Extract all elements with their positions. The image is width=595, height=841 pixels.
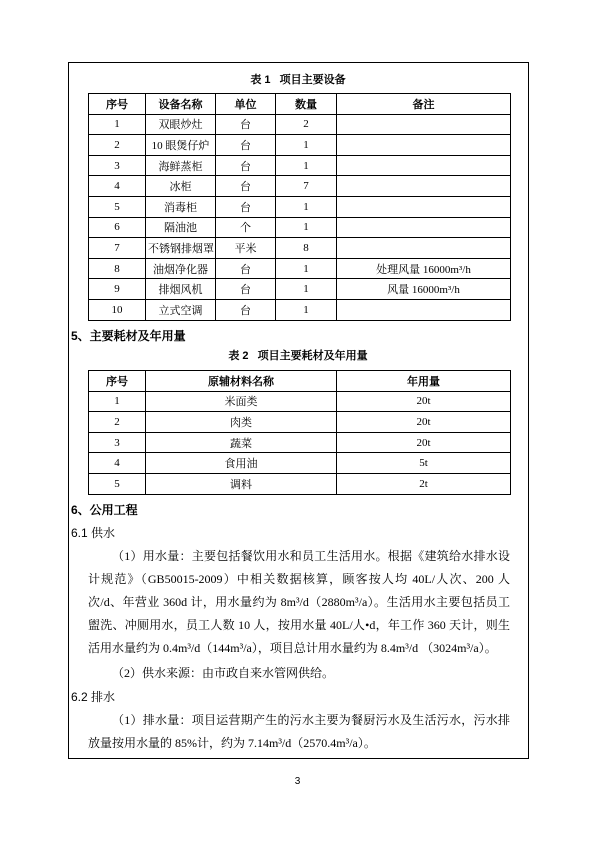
table-cell: 20t [337,412,511,433]
table-cell: 9 [89,279,146,300]
table-row [89,299,511,320]
table-cell: 个 [216,217,276,238]
table-cell: 台 [216,114,276,135]
table2-caption: 表 2 项目主要耗材及年用量 [228,350,368,362]
table-header-cell: 原辅材料名称 [146,371,337,392]
table-cell: 6 [89,217,146,238]
table-cell: 3 [89,155,146,176]
table-cell: 风量 16000m³/h [337,279,511,300]
materials-table [88,370,511,495]
table-cell: 台 [216,196,276,217]
table-cell [337,299,511,320]
drainage-paragraph: （1）排水量：项目运营期产生的污水主要为餐厨污水及生活污水，污水排放量按用水量的 85%计，约为 7.14m³/d（2570.4m³/a）。 [88,713,510,750]
table-cell: 7 [89,238,146,259]
table-header-row [89,371,511,392]
table-cell: 台 [216,135,276,156]
table-cell: 不锈钢排烟罩 [146,238,216,259]
table-row [89,176,511,197]
equipment-table [88,93,511,321]
table-cell [337,217,511,238]
table-cell: 米面类 [146,391,337,412]
water-usage-paragraph: （1）用水量：主要包括餐饮用水和员工生活用水。根据《建筑给水排水设计规范》（GB50015-2009）中相关数据核算，顾客按人均 40L/人次、200 人次/d、年营业 360d 计，用水量约为 8m³/d（2880m³/a）。生活用水主要包括员工盥洗、冲厕用水，员工人数 10 人，按用水量 40L/人•d，年工作 360 天计，则生活用水量约为 0.4m³/d（144m³/a），项目总计用水量约为 8.4m³/d （3024m³/a）。 [88,549,510,655]
table-row [89,279,511,300]
table1-caption: 表 1 项目主要设备 [250,74,346,86]
table-row [89,258,511,279]
table-cell: 双眼炒灶 [146,114,216,135]
table-row [89,238,511,259]
table-cell [337,238,511,259]
table-cell: 蔬菜 [146,432,337,453]
table-cell: 1 [276,217,337,238]
table-cell: 排烟风机 [146,279,216,300]
table-cell: 海鲜蒸柜 [146,155,216,176]
table-cell: 调料 [146,473,337,494]
table-cell: 1 [276,279,337,300]
table-cell: 1 [276,196,337,217]
table-header-cell: 序号 [89,371,146,392]
table-cell: 10 [89,299,146,320]
table-cell [337,176,511,197]
table-row [89,453,511,474]
table-header-row [89,94,511,115]
table-cell: 10 眼煲仔炉 [146,135,216,156]
table-header-cell: 年用量 [337,371,511,392]
table-header-cell: 备注 [337,94,511,115]
section-heading: 5、主要耗材及年用量 [71,329,186,343]
subsection-heading-drainage: 6.2 排水 [71,690,116,704]
table-cell: 油烟净化器 [146,258,216,279]
table-cell: 隔油池 [146,217,216,238]
table-row [89,196,511,217]
table-cell: 2 [89,135,146,156]
section-heading: 6、公用工程 [71,503,138,517]
table-row [89,473,511,494]
table-header-cell: 数量 [276,94,337,115]
table-cell: 台 [216,155,276,176]
table-cell: 5 [89,473,146,494]
table-cell: 1 [276,258,337,279]
table-cell: 2 [276,114,337,135]
table-row [89,155,511,176]
table-cell [337,155,511,176]
table-header-cell: 单位 [216,94,276,115]
subsection-heading-water-supply: 6.1 供水 [71,526,116,540]
table-header-cell: 序号 [89,94,146,115]
table-header-cell: 设备名称 [146,94,216,115]
table-cell: 1 [89,114,146,135]
table-cell: 台 [216,299,276,320]
table-cell: 2t [337,473,511,494]
table-cell: 1 [276,299,337,320]
table-cell: 台 [216,258,276,279]
table-cell: 1 [89,391,146,412]
table-row [89,114,511,135]
table-cell [337,196,511,217]
table-cell [337,114,511,135]
table-cell: 平米 [216,238,276,259]
table-cell: 立式空调 [146,299,216,320]
table-cell: 3 [89,432,146,453]
table-row [89,412,511,433]
table-cell: 冰柜 [146,176,216,197]
table-cell: 食用油 [146,453,337,474]
table-cell: 5t [337,453,511,474]
table-cell: 处理风量 16000m³/h [337,258,511,279]
table-cell: 台 [216,176,276,197]
page-number: 3 [294,776,301,787]
table-cell: 5 [89,196,146,217]
table-cell: 消毒柜 [146,196,216,217]
table-cell: 4 [89,176,146,197]
table-row [89,432,511,453]
table-cell: 台 [216,279,276,300]
table-cell: 1 [276,155,337,176]
table-cell [337,135,511,156]
table-cell: 8 [89,258,146,279]
table-cell: 20t [337,432,511,453]
table-cell: 4 [89,453,146,474]
table-cell: 1 [276,135,337,156]
table-cell: 肉类 [146,412,337,433]
table-cell: 20t [337,391,511,412]
water-source-paragraph: （2）供水来源：由市政自来水管网供给。 [112,666,335,680]
table-cell: 7 [276,176,337,197]
table-row [89,135,511,156]
table-row [89,391,511,412]
table-row [89,217,511,238]
table-cell: 8 [276,238,337,259]
table-cell: 2 [89,412,146,433]
